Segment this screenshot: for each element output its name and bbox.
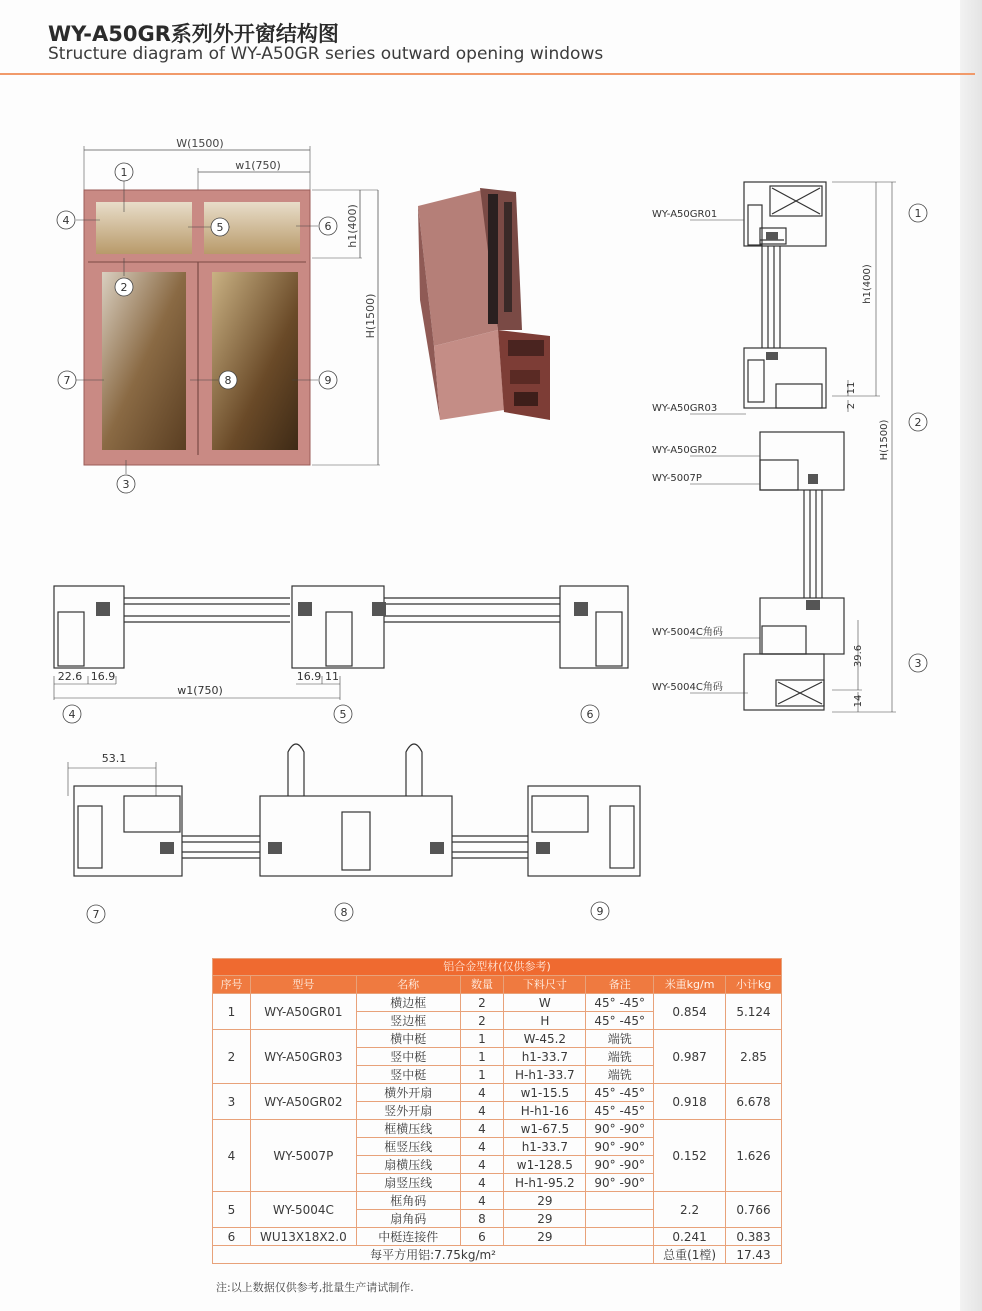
callout-7: 7 xyxy=(63,374,71,387)
dim-hs-11: 11 xyxy=(325,670,339,683)
dim-vs-11: 11 xyxy=(846,381,857,395)
cell-subtotal: 1.626 xyxy=(726,1120,782,1192)
cell-qty: 1 xyxy=(460,1066,504,1084)
cell-cut: W xyxy=(504,994,586,1012)
profile-3d-illustration xyxy=(410,180,560,450)
label-gr03: WY-A50GR03 xyxy=(652,403,718,414)
cell-qty: 4 xyxy=(460,1120,504,1138)
cell-cut: H-h1-33.7 xyxy=(504,1066,586,1084)
cell-name: 中梃连接件 xyxy=(356,1228,460,1246)
cell-note: 90° -90° xyxy=(586,1138,654,1156)
label-5007p: WY-5007P xyxy=(652,473,702,484)
th-qty: 数量 xyxy=(460,976,504,994)
cell-qty: 4 xyxy=(460,1192,504,1210)
cell-name: 扇角码 xyxy=(356,1210,460,1228)
cell-cut: H-h1-16 xyxy=(504,1102,586,1120)
table-caption: 铝合金型材(仅供参考) xyxy=(213,959,782,976)
cell-model: WY-5007P xyxy=(250,1120,356,1192)
cell-note: 端铣 xyxy=(586,1030,654,1048)
cell-model: WY-A50GR01 xyxy=(250,994,356,1030)
callout-8: 8 xyxy=(224,374,232,387)
hb-callout-9: 9 xyxy=(596,905,604,918)
dim-hs-169b: 16.9 xyxy=(296,670,322,683)
cell-name: 扇横压线 xyxy=(356,1156,460,1174)
page-subtitle: Structure diagram of WY-A50GR series outward opening windows xyxy=(48,44,604,64)
title-divider xyxy=(0,73,975,75)
cell-no: 6 xyxy=(213,1228,251,1246)
callout-3: 3 xyxy=(122,478,130,491)
dim-h: H(1500) xyxy=(364,293,377,339)
cell-note: 45° -45° xyxy=(586,994,654,1012)
table-row xyxy=(213,1192,782,1210)
table-row xyxy=(213,1084,782,1102)
cell-cut: w1-67.5 xyxy=(504,1120,586,1138)
cell-cut: h1-33.7 xyxy=(504,1138,586,1156)
window-elevation xyxy=(48,130,398,510)
table-row xyxy=(213,994,782,1012)
transom-glass-left xyxy=(96,202,192,254)
cell-name: 横中梃 xyxy=(356,1030,460,1048)
callout-9: 9 xyxy=(324,374,332,387)
th-name: 名称 xyxy=(356,976,460,994)
cell-qty: 4 xyxy=(460,1084,504,1102)
callout-6: 6 xyxy=(324,220,332,233)
callout-1: 1 xyxy=(120,166,128,179)
cell-qty: 4 xyxy=(460,1138,504,1156)
cell-per-m2: 每平方用铝:7.75kg/m² xyxy=(213,1246,654,1264)
cell-name: 竖外开扇 xyxy=(356,1102,460,1120)
label-5004c-a: WY-5004C角码 xyxy=(652,627,723,638)
dim-w1: w1(750) xyxy=(235,159,281,172)
cell-no: 5 xyxy=(213,1192,251,1228)
cell-note: 端铣 xyxy=(586,1066,654,1084)
table-row xyxy=(213,1030,782,1048)
cell-weight: 0.152 xyxy=(654,1120,726,1192)
dim-w: W(1500) xyxy=(176,137,224,150)
cell-no: 1 xyxy=(213,994,251,1030)
cell-note: 90° -90° xyxy=(586,1156,654,1174)
dim-hs-w1: w1(750) xyxy=(177,684,223,697)
cell-note: 45° -45° xyxy=(586,1102,654,1120)
th-subtotal: 小计kg xyxy=(726,976,782,994)
cell-weight: 0.241 xyxy=(654,1228,726,1246)
cell-qty: 2 xyxy=(460,1012,504,1030)
cell-model: WY-A50GR03 xyxy=(250,1030,356,1084)
cell-cut: w1-15.5 xyxy=(504,1084,586,1102)
dim-hb-531: 53.1 xyxy=(101,752,127,765)
th-weight: 米重kg/m xyxy=(654,976,726,994)
dim-vs-396: 39.6 xyxy=(853,644,864,668)
dim-hs-226: 22.6 xyxy=(57,670,83,683)
th-note: 备注 xyxy=(586,976,654,994)
cell-note xyxy=(586,1210,654,1228)
sash-glass-right xyxy=(212,272,298,450)
cell-note xyxy=(586,1228,654,1246)
th-no: 序号 xyxy=(213,976,251,994)
hb-callout-7: 7 xyxy=(92,908,100,921)
cell-name: 竖边框 xyxy=(356,1012,460,1030)
label-5004c-b: WY-5004C角码 xyxy=(652,682,723,693)
cell-qty: 4 xyxy=(460,1174,504,1192)
cell-subtotal: 0.383 xyxy=(726,1228,782,1246)
cell-subtotal: 6.678 xyxy=(726,1084,782,1120)
cell-qty: 8 xyxy=(460,1210,504,1228)
hs-callout-6: 6 xyxy=(586,708,594,721)
dim-h1: h1(400) xyxy=(346,204,359,248)
cell-qty: 1 xyxy=(460,1030,504,1048)
cell-no: 2 xyxy=(213,1030,251,1084)
cell-subtotal: 2.85 xyxy=(726,1030,782,1084)
cell-note: 45° -45° xyxy=(586,1084,654,1102)
cell-total-label: 总重(1樘) xyxy=(654,1246,726,1264)
cell-name: 框角码 xyxy=(356,1192,460,1210)
cell-note: 45° -45° xyxy=(586,1012,654,1030)
callout-2: 2 xyxy=(120,281,128,294)
cell-subtotal: 5.124 xyxy=(726,994,782,1030)
vs-callout-2: 2 xyxy=(914,416,922,429)
th-cut: 下料尺寸 xyxy=(504,976,586,994)
cell-total: 17.43 xyxy=(726,1246,782,1264)
cell-qty: 1 xyxy=(460,1048,504,1066)
table-caption-row xyxy=(213,959,782,976)
hb-callout-8: 8 xyxy=(340,906,348,919)
cell-qty: 2 xyxy=(460,994,504,1012)
cell-cut: W-45.2 xyxy=(504,1030,586,1048)
cell-weight: 0.918 xyxy=(654,1084,726,1120)
cell-name: 竖中梃 xyxy=(356,1048,460,1066)
cell-cut: w1-128.5 xyxy=(504,1156,586,1174)
cell-name: 横边框 xyxy=(356,994,460,1012)
cell-name: 竖中梃 xyxy=(356,1066,460,1084)
cell-note xyxy=(586,1192,654,1210)
cell-weight: 0.854 xyxy=(654,994,726,1030)
cell-qty: 4 xyxy=(460,1156,504,1174)
hs-callout-5: 5 xyxy=(339,708,347,721)
page-spine xyxy=(960,0,982,1311)
dim-vs-2: 2 xyxy=(846,402,857,410)
cell-name: 框竖压线 xyxy=(356,1138,460,1156)
sash-glass-left xyxy=(102,272,186,450)
cell-qty: 6 xyxy=(460,1228,504,1246)
th-model: 型号 xyxy=(250,976,356,994)
hs-callout-4: 4 xyxy=(68,708,76,721)
dim-vs-h1: h1(400) xyxy=(862,264,873,304)
table-row xyxy=(213,1120,782,1138)
vs-callout-1: 1 xyxy=(914,207,922,220)
cell-cut: 29 xyxy=(504,1228,586,1246)
cell-note: 90° -90° xyxy=(586,1120,654,1138)
cell-weight: 0.987 xyxy=(654,1030,726,1084)
cell-model: WY-A50GR02 xyxy=(250,1084,356,1120)
horizontal-section-bottom xyxy=(40,735,650,930)
cell-model: WY-5004C xyxy=(250,1192,356,1228)
cell-name: 框横压线 xyxy=(356,1120,460,1138)
dim-vs-h: H(1500) xyxy=(879,419,890,461)
cell-name: 扇竖压线 xyxy=(356,1174,460,1192)
cell-model: WU13X18X2.0 xyxy=(250,1228,356,1246)
dim-vs-14: 14 xyxy=(853,694,864,708)
label-gr01: WY-A50GR01 xyxy=(652,209,718,220)
cell-subtotal: 0.766 xyxy=(726,1192,782,1228)
horizontal-section-top xyxy=(40,578,650,728)
cell-no: 3 xyxy=(213,1084,251,1120)
label-gr02: WY-A50GR02 xyxy=(652,445,718,456)
cell-cut: H xyxy=(504,1012,586,1030)
cell-note: 端铣 xyxy=(586,1048,654,1066)
cell-weight: 2.2 xyxy=(654,1192,726,1228)
cell-name: 横外开扇 xyxy=(356,1084,460,1102)
table-footer-row xyxy=(213,1246,782,1264)
dim-hs-169a: 16.9 xyxy=(90,670,116,683)
callout-4: 4 xyxy=(62,214,70,227)
materials-table-wrap xyxy=(212,958,782,1264)
table-row xyxy=(213,1228,782,1246)
callout-5: 5 xyxy=(216,221,224,234)
materials-table xyxy=(212,958,782,1264)
cell-no: 4 xyxy=(213,1120,251,1192)
cell-cut: 29 xyxy=(504,1210,586,1228)
cell-cut: 29 xyxy=(504,1192,586,1210)
footnote: 注:以上数据仅供参考,批量生产请试制作. xyxy=(216,1281,414,1294)
cell-qty: 4 xyxy=(460,1102,504,1120)
cell-cut: H-h1-95.2 xyxy=(504,1174,586,1192)
vertical-section xyxy=(640,175,940,720)
vs-callout-3: 3 xyxy=(914,657,922,670)
page-title: WY-A50GR系列外开窗结构图 xyxy=(48,22,339,46)
cell-cut: h1-33.7 xyxy=(504,1048,586,1066)
table-header-row xyxy=(213,976,782,994)
cell-note: 90° -90° xyxy=(586,1174,654,1192)
